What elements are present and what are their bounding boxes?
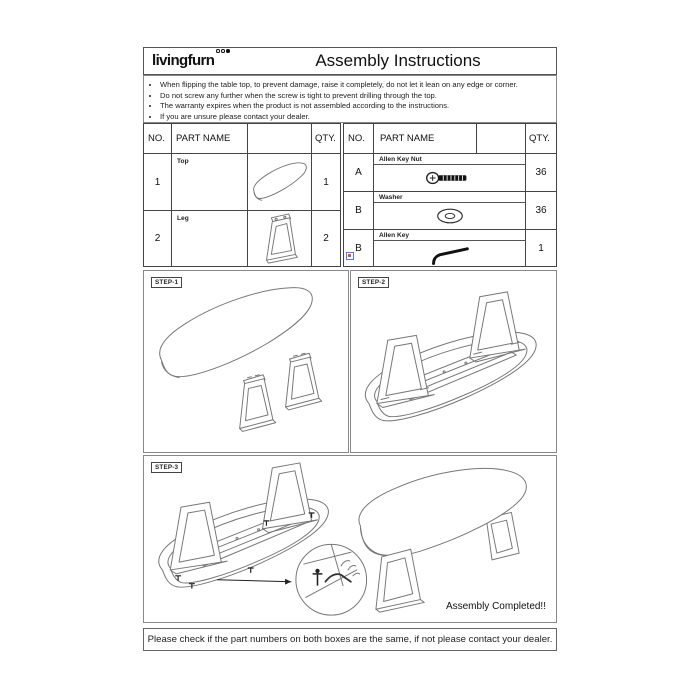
step3-illustration [148,460,380,620]
part-name: Washer [374,192,525,203]
logo-text: livingfurn [152,52,215,69]
bolt-icon [374,165,525,191]
step2-label: STEP-2 [358,277,389,288]
logo-dots-icon [216,49,230,53]
part-qty: 36 [526,192,556,230]
table-leg-icon [248,211,312,266]
table-row: 1 [144,154,172,211]
part-qty: 36 [526,154,556,192]
step3-panel [143,455,557,623]
col-header-part-name: PART NAME [172,124,248,154]
col-header-image [248,124,312,154]
part-qty: 2 [312,211,340,266]
washer-icon [374,203,525,229]
safety-notes [143,75,557,123]
part-qty: 1 [312,154,340,211]
table-top-icon [248,154,312,211]
table-row: B [344,192,374,230]
page-title: Assembly Instructions [315,51,481,70]
part-cell [374,230,526,266]
col-header-qty: QTY. [312,124,340,154]
tiny-image-placeholder-icon [346,252,354,260]
part-name: Leg [172,211,248,266]
footer-notice [143,628,557,651]
header [143,47,557,75]
note-line: • Do not screw any further when the screw is tight to prevent drilling through the top. [160,91,556,102]
allen-key-icon [374,241,525,266]
col-header-part-name: PART NAME [374,124,526,154]
assembly-completed-text: Assembly Completed!! [445,601,546,612]
part-name: Allen Key Nut [374,154,525,165]
part-name: Allen Key [374,230,525,241]
note-line: • If you are unsure please contact your dealer. [160,112,556,123]
col-header-no: NO. [344,124,374,154]
step1-panel [143,270,349,453]
note-line: • The warranty expires when the product is not assembled according to the instructions. [160,101,556,112]
step1-label: STEP-1 [151,277,182,288]
col-header-no: NO. [144,124,172,154]
table-row: B [344,230,374,266]
parts-table-right [343,123,557,267]
note-line: • When flipping the table top, to prevent damage, raise it completely, do not let it lean on any edge or corner. [160,80,556,91]
brand-logo [152,52,270,70]
completed-table-illustration [348,466,548,616]
parts-table-left [143,123,341,267]
table-row: A [344,154,374,192]
table-row: 2 [144,211,172,266]
part-name: Top [172,154,248,211]
step1-illustration [146,279,348,451]
col-header-qty: QTY. [526,124,556,154]
step2-panel [350,270,557,453]
step2-illustration [353,277,556,451]
step3-label: STEP-3 [151,462,182,473]
footer-text: Please check if the part numbers on both boxes are the same, if not please contact your dealer. [147,634,553,645]
part-qty: 1 [526,230,556,266]
part-cell [374,192,526,230]
part-cell [374,154,526,192]
